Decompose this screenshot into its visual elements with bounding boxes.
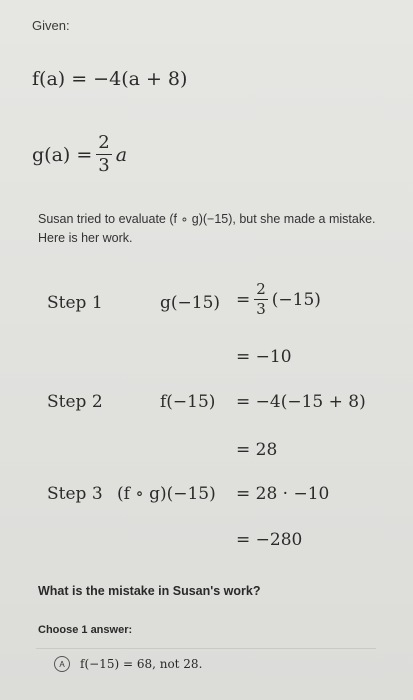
question-text: What is the mistake in Susan's work? (38, 584, 261, 598)
step-1-numerator: 2 (256, 280, 266, 298)
step-3-result: = −280 (236, 530, 303, 550)
f-definition: f(a) = −4(a + 8) (32, 68, 188, 90)
step-1-label: Step 1 (47, 293, 103, 313)
step-1-result: = −10 (236, 347, 292, 367)
given-label: Given: (32, 18, 70, 33)
step-2-function: f(−15) (160, 392, 216, 412)
step-1-fraction (254, 282, 268, 317)
g-fraction (96, 134, 111, 175)
choice-a-radio-icon[interactable]: A (54, 656, 70, 672)
step-1-argument: (−15) (271, 289, 321, 310)
choice-a-text: f(−15) = 68, not 28. (80, 657, 203, 671)
choose-label: Choose 1 answer: (38, 624, 133, 636)
step-2-result: = 28 (236, 440, 278, 460)
step-2-equation: = −4(−15 + 8) (236, 392, 366, 412)
g-definition-left: g(a) = (32, 143, 93, 166)
step-1-equation (236, 282, 321, 317)
problem-intro: Susan tried to evaluate (f ∘ g)(−15), but she made a mistake. Here is her work. (38, 212, 376, 245)
step-3-equation: = 28 · −10 (236, 484, 330, 504)
step-1-function: g(−15) (160, 293, 221, 313)
answer-choice-a[interactable] (54, 656, 202, 672)
g-fraction-denominator: 3 (98, 155, 110, 176)
step-2-label: Step 2 (47, 392, 103, 412)
g-definition-right: a (115, 143, 128, 166)
step-1-equals: = (236, 289, 251, 310)
step-3-label: Step 3 (47, 484, 103, 504)
step-1-denominator: 3 (256, 300, 266, 318)
divider (36, 648, 376, 649)
g-fraction-numerator: 2 (98, 132, 110, 153)
step-3-function: (f ∘ g)(−15) (117, 484, 216, 504)
g-definition (32, 134, 127, 175)
